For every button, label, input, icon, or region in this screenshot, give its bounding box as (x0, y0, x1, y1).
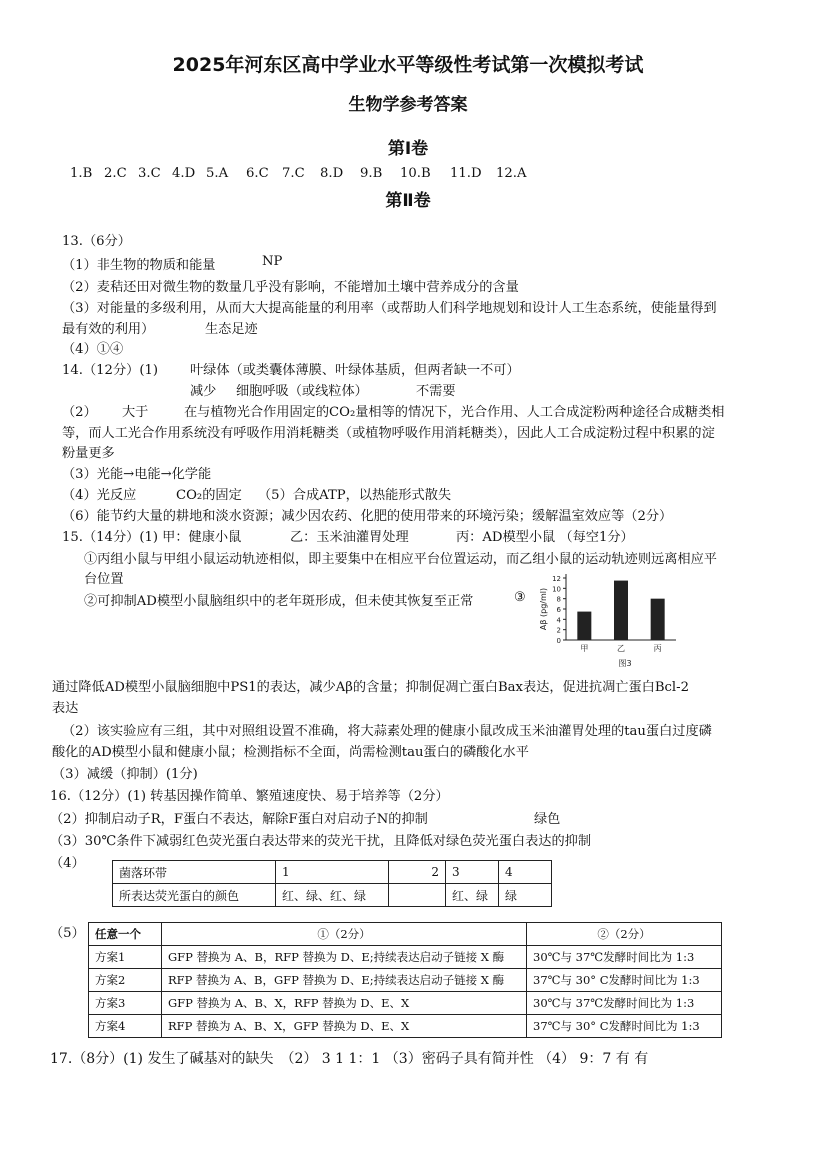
table-cell: 方案1 (89, 946, 162, 969)
abeta-bar-chart (536, 562, 686, 670)
q13-answer-3c: 生态足迹 (205, 322, 258, 337)
table-cell: 所表达荧光蛋白的颜色 (113, 884, 276, 907)
table-row (89, 992, 722, 1015)
table-cell: 3 (446, 861, 499, 884)
chart-y-tick-label: 0 (556, 637, 561, 645)
table-cell: RFP 替换为 A、B，GFP 替换为 D、E;持续表达启动子链接 X 酶 (162, 969, 527, 992)
table-cell: 红、绿、红、绿 (276, 884, 389, 907)
chart-bar (651, 599, 665, 640)
q15-answer-3: （3）减缓（抑制）(1分) (52, 767, 198, 782)
table-row (113, 861, 552, 884)
chart-x-tick-label: 丙 (653, 644, 662, 653)
multiple-choice-answers (70, 166, 610, 184)
table-cell: 绿 (499, 884, 552, 907)
table-cell: 方案4 (89, 1015, 162, 1038)
mc-answer-3: 3.C (138, 166, 161, 181)
q14-answer-2c: 等，而人工光合作用系统没有呼吸作用消耗糖类（或植物呼吸作用消耗糖类），因此人工合成淀粉过程中积累的淀 (62, 426, 715, 441)
table-cell: RFP 替换为 A、B、X，GFP 替换为 D、E、X (162, 1015, 527, 1038)
q14-answer-1a: 叶绿体（或类囊体薄膜、叶绿体基质，但两者缺一不可） (190, 363, 520, 378)
chart-y-tick-label: 12 (552, 575, 561, 583)
q14-answer-5: （5）合成ATP，以热能形式散失 (258, 488, 452, 503)
q15-answer-2: （2）该实验应有三组，其中对照组设置不准确，将大蒜素处理的健康小鼠改成玉米油灌胃处理的tau蛋白过度磷 (62, 724, 712, 739)
q14-answer-4b: CO₂的固定 (176, 488, 242, 503)
q15-heading: 15.（14分）(1) 甲：健康小鼠 (62, 530, 242, 545)
q14-answer-1c: 细胞呼吸（或线粒体） (236, 384, 368, 399)
q16-answer-3: （3）30℃条件下减弱红色荧光蛋白表达带来的荧光干扰，且降低对绿色荧光蛋白表达的抑制 (50, 834, 592, 849)
chart-x-tick-label: 乙 (617, 644, 625, 653)
q13-heading: 13.（6分） (62, 234, 131, 249)
q16-answer-2: （2）抑制启动子R，F蛋白不表达，解除F蛋白对启动子N的抑制 (50, 812, 428, 827)
table-row (113, 884, 552, 907)
chart-caption: 图3 (618, 659, 632, 668)
q13-answer-1b: NP (262, 254, 283, 269)
colony-ring-table (112, 860, 552, 907)
mc-answer-8: 8.D (320, 166, 344, 181)
q15-point-3-text: 通过降低AD模型小鼠脑细胞中PS1的表达，减少Aβ的含量；抑制促凋亡蛋白Bax表达，促进抗凋亡蛋白Bcl-2 (52, 680, 689, 695)
table-cell: 30℃与 37℃发酵时间比为 1:3 (527, 992, 722, 1015)
table-cell: 37℃与 30° C发酵时间比为 1:3 (527, 1015, 722, 1038)
q13-answer-3b: 最有效的利用） (62, 322, 155, 337)
q14-answer-4a: （4）光反应 (62, 488, 137, 503)
table-cell: 方案3 (89, 992, 162, 1015)
table-cell: 方案2 (89, 969, 162, 992)
q14-answer-2b: 在与植物光合作用固定的CO₂量相等的情况下，光合作用、人工合成淀粉两种途径合成糖类相 (184, 405, 725, 420)
table-cell: GFP 替换为 A、B，RFP 替换为 D、E;持续表达启动子链接 X 酶 (162, 946, 527, 969)
part-2-heading: 第Ⅱ卷 (385, 191, 431, 211)
table-row (89, 969, 722, 992)
table-header-cell: 任意一个 (89, 923, 162, 946)
q14-answer-2d: 粉量更多 (62, 446, 115, 461)
q14-answer-1d: 不需要 (416, 384, 456, 399)
mc-answer-4: 4.D (172, 166, 196, 181)
q15-answer-1c: 丙：AD模型小鼠 （每空1分） (456, 530, 634, 545)
chart-y-tick-label: 8 (556, 595, 561, 604)
table-row (89, 946, 722, 969)
mc-answer-5: 5.A (206, 166, 229, 181)
q15-answer-2b: 酸化的AD模型小鼠和健康小鼠；检测指标不全面，尚需检测tau蛋白的磷酸化水平 (52, 745, 529, 760)
q13-answer-4: （4）①④ (62, 342, 124, 357)
page-subtitle: 生物学参考答案 (348, 95, 468, 115)
q14-answer-1b: 减少 (190, 384, 217, 399)
chart-y-tick-label: 4 (556, 616, 561, 625)
part-1-heading: 第Ⅰ卷 (387, 139, 429, 159)
q16-answer-5-label: （5） (50, 926, 85, 941)
q17-answer: 17.（8分）(1) 发生了碱基对的缺失 （2） 3 1 1：1 （3）密码子具有简并性 （4） 9：7 有 有 (50, 1051, 649, 1067)
scheme-table (88, 922, 722, 1038)
q13-answer-2: （2）麦秸还田对微生物的数量几乎没有影响，不能增加土壤中营养成分的含量 (62, 280, 519, 295)
page-title: 2025年河东区高中学业水平等级性考试第一次模拟考试 (172, 54, 644, 76)
table-header-cell: ②（2分） (527, 923, 722, 946)
q14-answer-2-label: （2） (62, 405, 97, 420)
chart-y-tick-label: 2 (556, 626, 561, 635)
q15-answer-1b: 乙：玉米油灌胃处理 (290, 530, 409, 545)
table-cell: 2 (389, 861, 446, 884)
mc-answer-1: 1.B (70, 166, 93, 181)
mc-answer-6: 6.C (246, 166, 269, 181)
q15-point-2: ②可抑制AD模型小鼠脑组织中的老年斑形成，但未使其恢复至正常 (84, 594, 474, 609)
mc-answer-2: 2.C (104, 166, 127, 181)
q13-answer-3: （3）对能量的多级利用，从而大大提高能量的利用率（或帮助人们科学地规划和设计人工生态系统，使能量得到 (62, 301, 717, 316)
table-header-cell: ①（2分） (162, 923, 527, 946)
q14-heading: 14.（12分）(1) (62, 363, 158, 378)
table-cell: 菌落环带 (113, 861, 276, 884)
q13-answer-1: （1）非生物的物质和能量 (62, 258, 216, 273)
table-cell: 37℃与 30° C发酵时间比为 1:3 (527, 969, 722, 992)
mc-answer-11: 11.D (450, 166, 482, 181)
chart-x-tick-label: 甲 (580, 644, 589, 653)
chart-bar (577, 612, 591, 640)
table-row (89, 923, 722, 946)
mc-answer-7: 7.C (282, 166, 305, 181)
q15-point-1b: 台位置 (84, 572, 124, 587)
mc-answer-9: 9.B (360, 166, 383, 181)
mc-answer-10: 10.B (400, 166, 431, 181)
q14-answer-3: （3）光能→电能→化学能 (62, 467, 212, 482)
table-cell (389, 884, 446, 907)
chart-y-tick-label: 6 (556, 606, 561, 614)
q15-point-3: ③ (514, 590, 526, 605)
q15-point-3-text-b: 表达 (52, 701, 79, 716)
table-row (89, 1015, 722, 1038)
q15-point-1: ①丙组小鼠与甲组小鼠运动轨迹相似，即主要集中在相应平台位置运动，而乙组小鼠的运动轨迹则远离相应平 (84, 552, 717, 567)
q16-answer-2b: 绿色 (534, 812, 561, 827)
q16-answer-4-label: （4） (50, 856, 85, 871)
q14-answer-2a: 大于 (122, 405, 149, 420)
q14-answer-6: （6）能节约大量的耕地和淡水资源；减少因农药、化肥的使用带来的环境污染；缓解温室效应等（2分） (62, 509, 673, 524)
table-cell: 红、绿 (446, 884, 499, 907)
chart-y-tick-label: 10 (552, 585, 561, 594)
chart-y-axis-label: Aβ (pg/ml) (539, 587, 548, 631)
mc-answer-12: 12.A (496, 166, 527, 181)
table-cell: GFP 替换为 A、B、X，RFP 替换为 D、E、X (162, 992, 527, 1015)
table-cell: 4 (499, 861, 552, 884)
chart-bar (614, 581, 628, 640)
table-cell: 1 (276, 861, 389, 884)
table-cell: 30℃与 37℃发酵时间比为 1:3 (527, 946, 722, 969)
q16-answer-1: 16.（12分）(1) 转基因操作简单、繁殖速度快、易于培养等（2分） (50, 789, 449, 804)
